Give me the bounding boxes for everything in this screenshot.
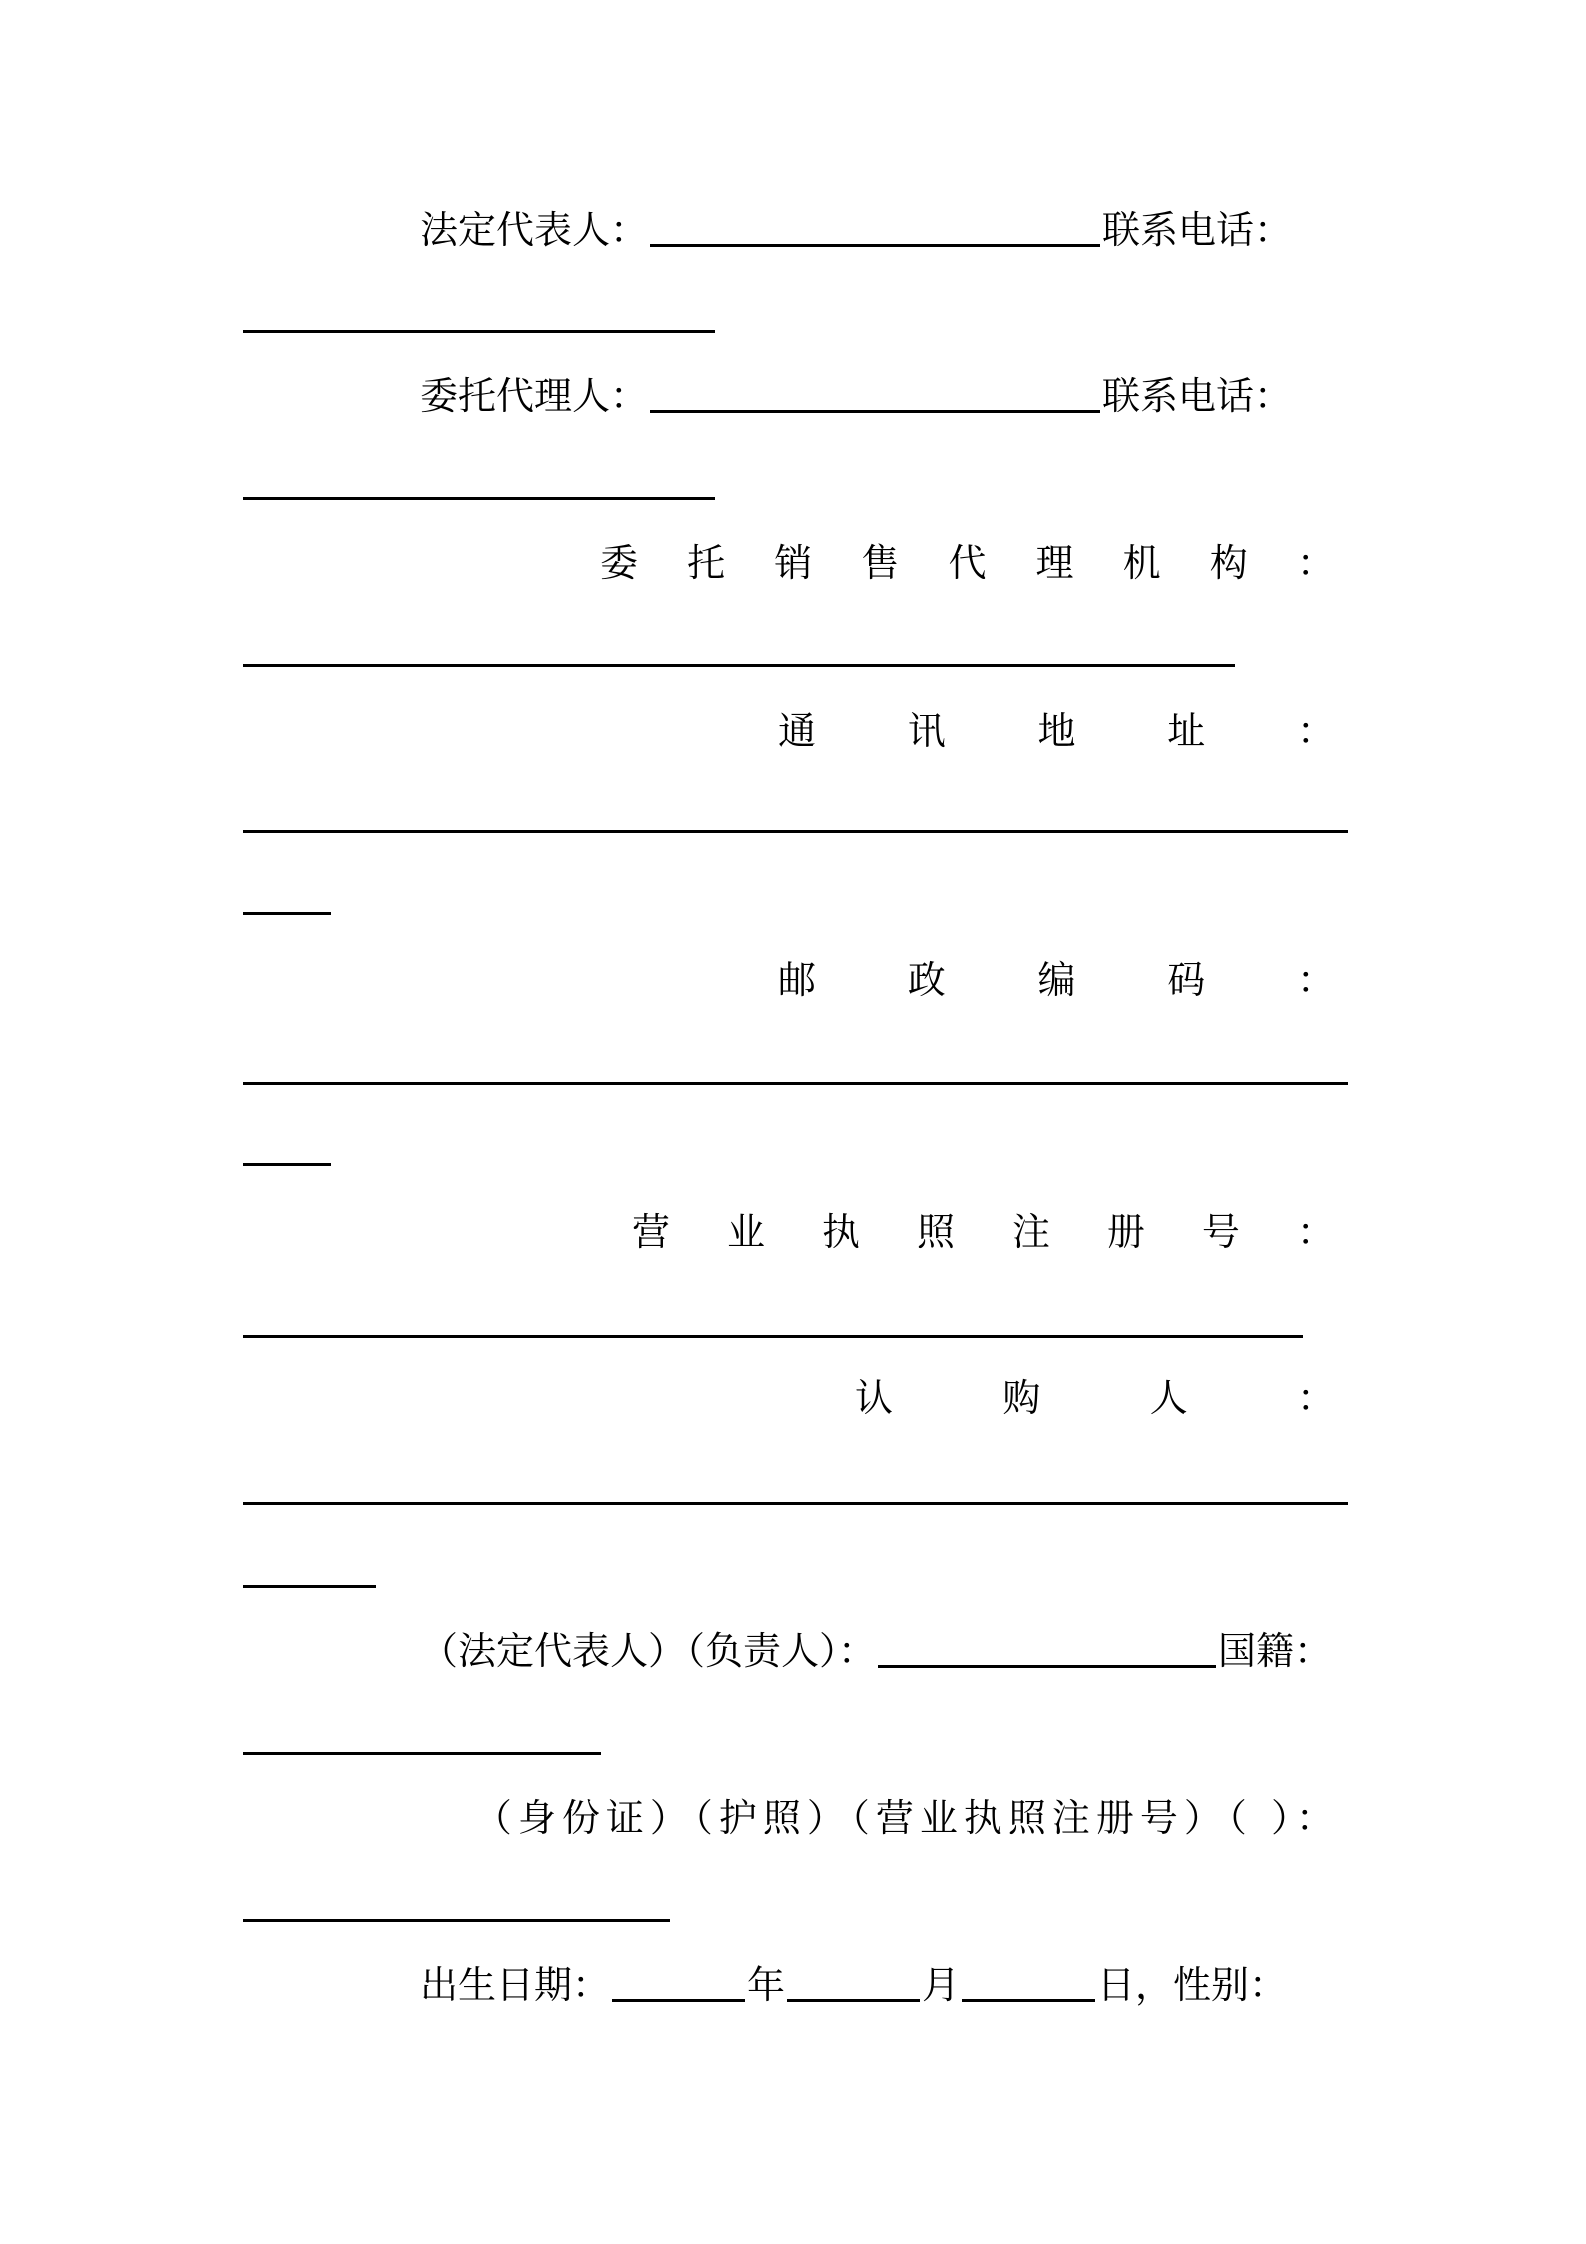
address-field-cont[interactable] bbox=[243, 912, 331, 915]
buyer-rep-row bbox=[420, 1628, 1340, 1674]
agency-char: 理 bbox=[1035, 541, 1074, 585]
license-char: 执 bbox=[821, 1210, 860, 1254]
agent-label: 委托代理人： bbox=[420, 374, 649, 418]
agency-char: 机 bbox=[1122, 541, 1161, 585]
license-label bbox=[632, 1209, 1335, 1255]
buyer-char: 认 bbox=[855, 1376, 894, 1420]
birth-day-field[interactable] bbox=[962, 1969, 1095, 2002]
address-char: 讯 bbox=[907, 709, 946, 753]
postal-char: 政 bbox=[907, 958, 946, 1002]
address-char: ： bbox=[1296, 709, 1335, 753]
year-label: 年 bbox=[747, 1963, 786, 2007]
postal-field-cont[interactable] bbox=[243, 1163, 331, 1166]
postal-char: 编 bbox=[1037, 958, 1076, 1002]
agency-field[interactable] bbox=[243, 664, 1235, 667]
license-char: 照 bbox=[916, 1210, 955, 1254]
nationality-field[interactable] bbox=[243, 1752, 601, 1755]
legal-rep-field[interactable] bbox=[650, 214, 1100, 247]
address-field[interactable] bbox=[243, 830, 1348, 833]
buyer-char: 购 bbox=[1002, 1376, 1041, 1420]
license-char: 营 bbox=[632, 1210, 671, 1254]
agency-char: 构 bbox=[1209, 541, 1248, 585]
legal-rep-row bbox=[420, 207, 1340, 253]
postal-char: 邮 bbox=[778, 958, 817, 1002]
nationality-label: 国籍： bbox=[1218, 1629, 1333, 1673]
day-gender-label: 日，性别： bbox=[1097, 1963, 1288, 2007]
birth-label: 出生日期： bbox=[420, 1963, 611, 2007]
license-char: 业 bbox=[726, 1210, 765, 1254]
id-row bbox=[420, 1795, 1340, 1841]
phone-field-2[interactable] bbox=[243, 497, 715, 500]
address-char: 址 bbox=[1167, 709, 1206, 753]
phone-field-1[interactable] bbox=[243, 330, 715, 333]
phone-label-1: 联系电话： bbox=[1102, 208, 1293, 252]
postal-field[interactable] bbox=[243, 1082, 1348, 1085]
postal-label bbox=[778, 957, 1335, 1003]
buyer-field-cont[interactable] bbox=[243, 1585, 376, 1588]
agency-char: 售 bbox=[861, 541, 900, 585]
address-label bbox=[778, 708, 1335, 754]
agency-char: 托 bbox=[687, 541, 726, 585]
buyer-rep-field[interactable] bbox=[878, 1635, 1216, 1668]
agency-char: 代 bbox=[948, 541, 987, 585]
agent-row bbox=[420, 373, 1340, 419]
birth-row bbox=[420, 1962, 1340, 2008]
birth-year-field[interactable] bbox=[612, 1969, 745, 2002]
license-char: 注 bbox=[1011, 1210, 1050, 1254]
legal-rep-label: 法定代表人： bbox=[420, 208, 649, 252]
phone-label-2: 联系电话： bbox=[1102, 374, 1293, 418]
buyer-rep-label: （法定代表人）（负责人）： bbox=[420, 1629, 877, 1673]
buyer-char: ： bbox=[1296, 1376, 1335, 1420]
id-field[interactable] bbox=[243, 1919, 670, 1922]
postal-char: ： bbox=[1296, 958, 1335, 1002]
agency-char: ： bbox=[1296, 541, 1335, 585]
address-char: 地 bbox=[1037, 709, 1076, 753]
buyer-label bbox=[855, 1375, 1335, 1421]
agent-field[interactable] bbox=[650, 380, 1100, 413]
license-char: 号 bbox=[1201, 1210, 1240, 1254]
address-char: 通 bbox=[778, 709, 817, 753]
postal-char: 码 bbox=[1167, 958, 1206, 1002]
agency-char: 委 bbox=[600, 541, 639, 585]
buyer-char: 人 bbox=[1149, 1376, 1188, 1420]
buyer-field[interactable] bbox=[243, 1502, 1348, 1505]
birth-month-field[interactable] bbox=[787, 1969, 920, 2002]
license-field[interactable] bbox=[243, 1335, 1303, 1338]
agency-char: 销 bbox=[774, 541, 813, 585]
license-char: 册 bbox=[1106, 1210, 1145, 1254]
license-char: ： bbox=[1296, 1210, 1335, 1254]
month-label: 月 bbox=[922, 1963, 961, 2007]
agency-label bbox=[600, 540, 1335, 586]
id-label: （身份证）（护照）（营业执照注册号）（ ）： bbox=[473, 1796, 1340, 1840]
